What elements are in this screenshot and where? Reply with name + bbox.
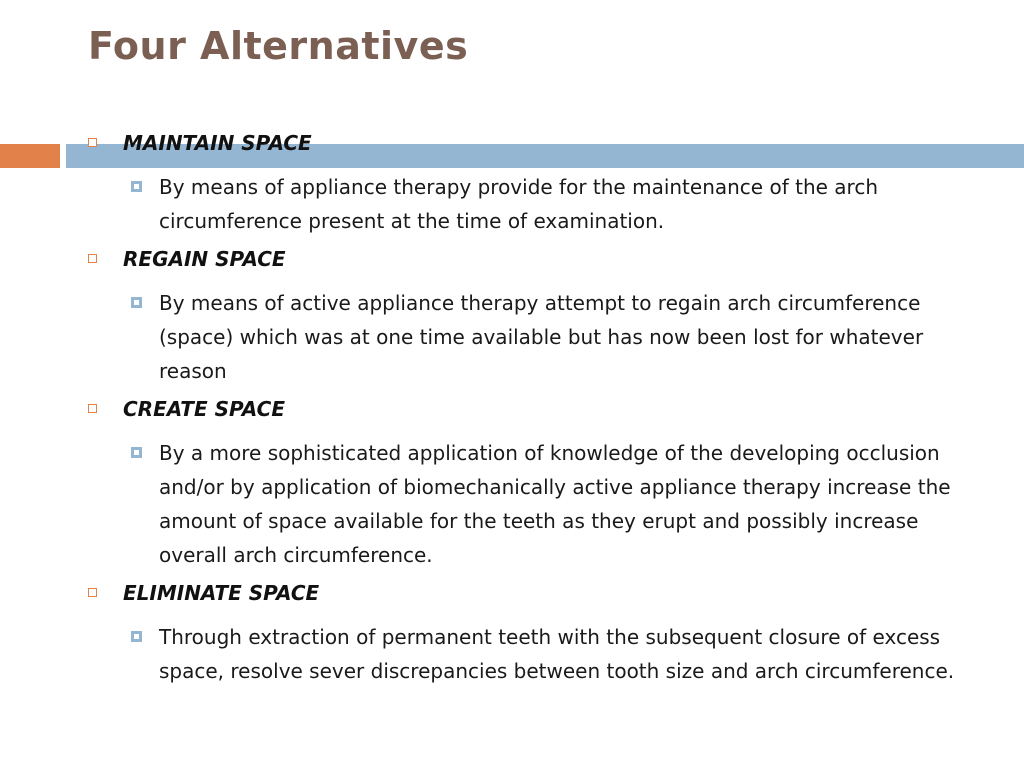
- heading-row: [88, 244, 958, 274]
- sub-bullet-row: [131, 436, 958, 572]
- slide-title: Four Alternatives: [88, 24, 469, 68]
- list-item: [88, 128, 958, 238]
- bullet-list: [88, 128, 958, 694]
- filled-square-bullet-icon: [131, 181, 142, 192]
- item-heading: MAINTAIN SPACE: [123, 131, 312, 155]
- heading-row: [88, 128, 958, 158]
- item-heading: REGAIN SPACE: [123, 247, 286, 271]
- sub-bullet-row: [131, 620, 958, 688]
- heading-row: [88, 578, 958, 608]
- item-detail: By means of active appliance therapy attempt to regain arch circumference (space) which was at one time available but has now been lost for whatever reason: [159, 291, 924, 383]
- filled-square-bullet-icon: [131, 631, 142, 642]
- sub-bullet-row: [131, 286, 958, 388]
- item-heading: CREATE SPACE: [123, 397, 286, 421]
- heading-row: [88, 394, 958, 424]
- item-detail: Through extraction of permanent teeth with the subsequent closure of excess space, resolve sever discrepancies between tooth size and arch circumference.: [159, 625, 955, 683]
- square-bullet-icon: [88, 138, 97, 147]
- list-item: [88, 244, 958, 388]
- sub-bullet-row: [131, 170, 958, 238]
- filled-square-bullet-icon: [131, 447, 142, 458]
- item-detail: By means of appliance therapy provide for the maintenance of the arch circumference present at the time of examination.: [159, 175, 878, 233]
- accent-bar-orange: [0, 144, 60, 168]
- square-bullet-icon: [88, 588, 97, 597]
- item-heading: ELIMINATE SPACE: [123, 581, 320, 605]
- square-bullet-icon: [88, 254, 97, 263]
- filled-square-bullet-icon: [131, 297, 142, 308]
- square-bullet-icon: [88, 404, 97, 413]
- list-item: [88, 578, 958, 688]
- item-detail: By a more sophisticated application of knowledge of the developing occlusion and/or by application of biomechanically active appliance therapy increase the amount of space available for the teeth as they erupt and possibly increase overall arch circumference.: [159, 441, 951, 567]
- list-item: [88, 394, 958, 572]
